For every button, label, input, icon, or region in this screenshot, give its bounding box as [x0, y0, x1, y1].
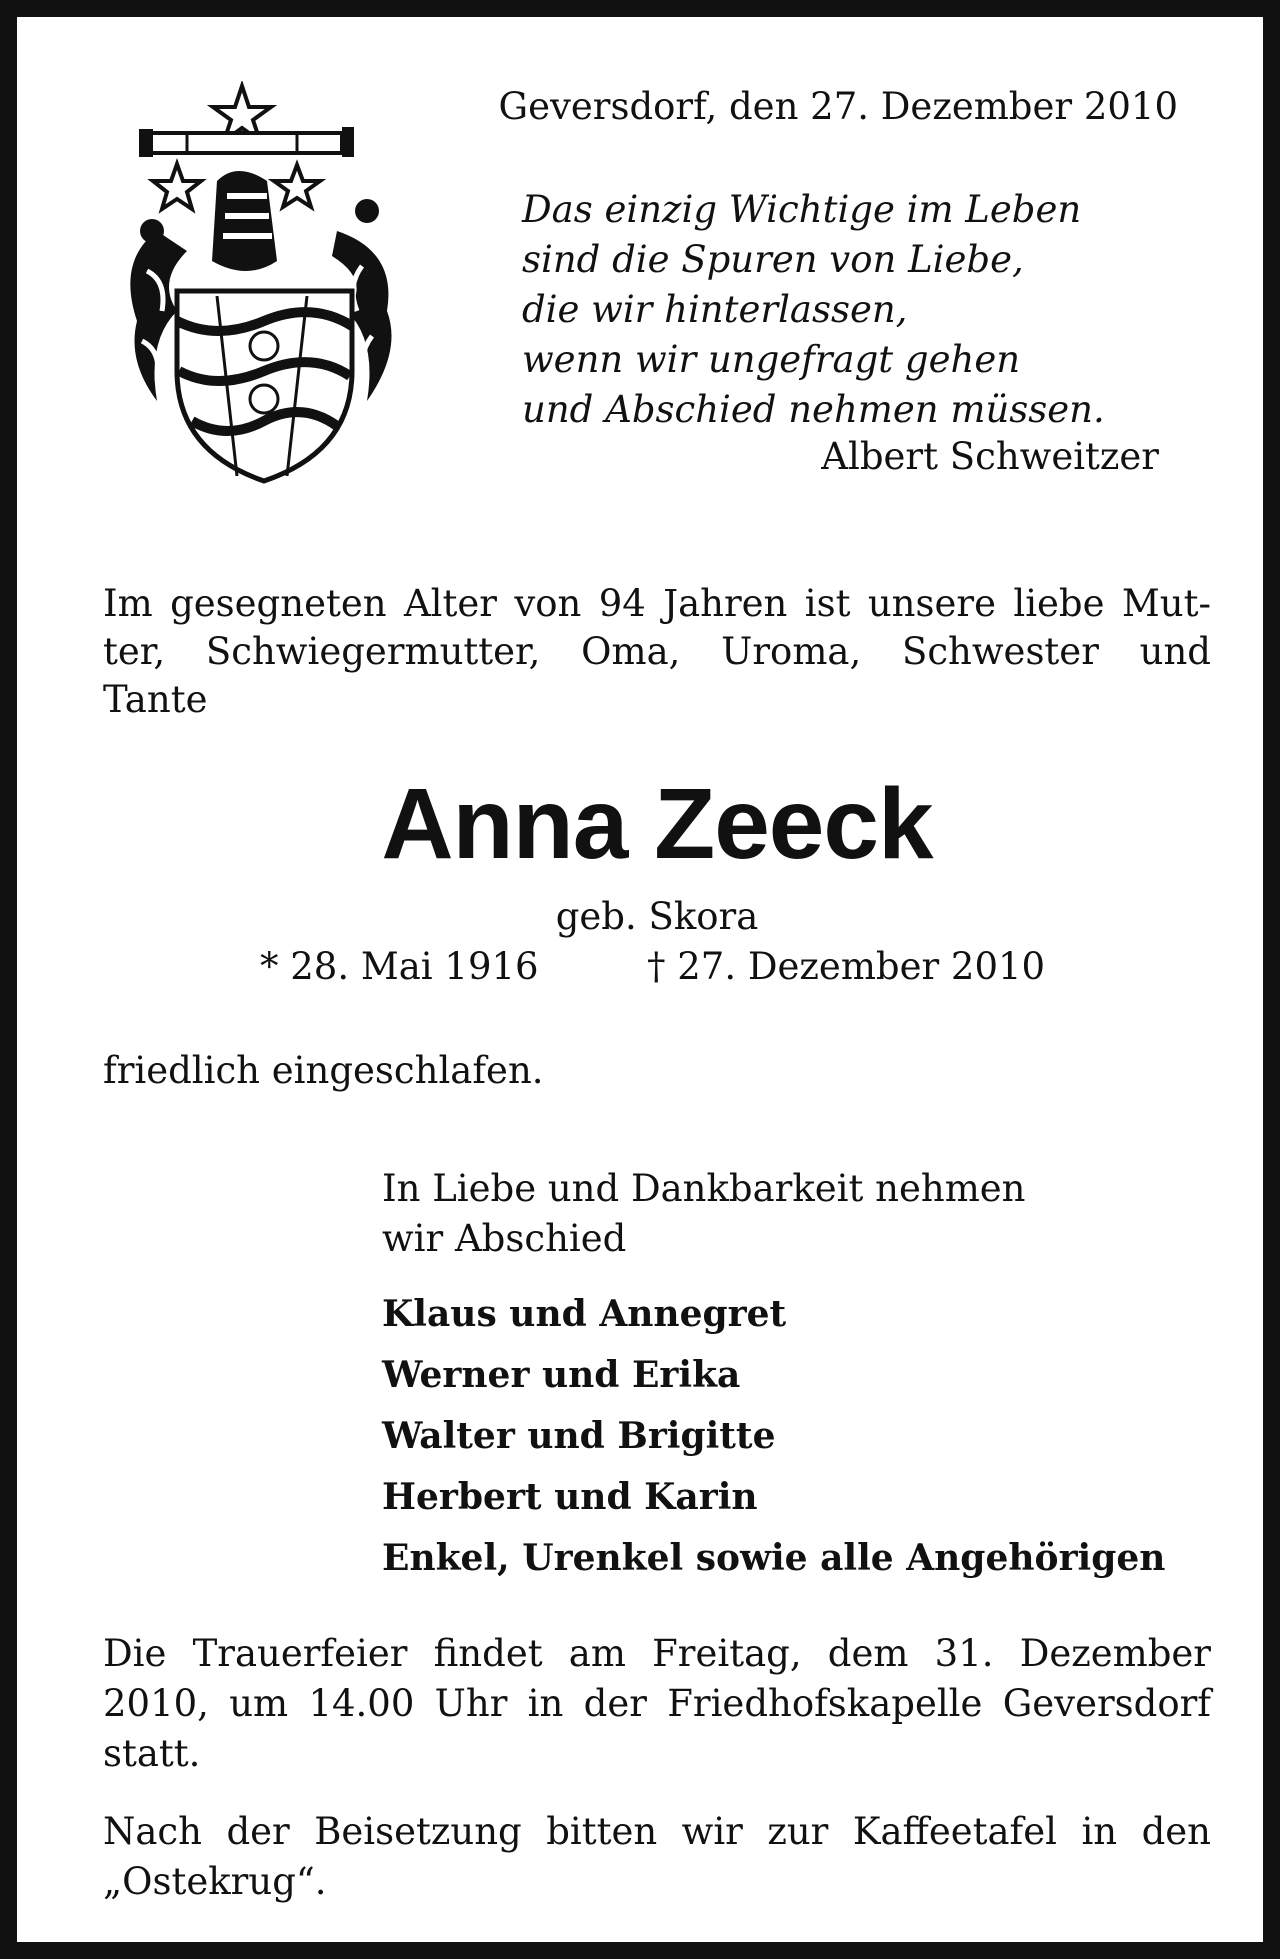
- intro-line: Tante: [103, 678, 208, 721]
- quote-line: die wir hinterlassen,: [522, 288, 908, 331]
- quote-author: Albert Schweitzer: [821, 435, 1159, 478]
- service-line: Die Trauerfeier findet am Freitag, dem 31. Dezember: [103, 1632, 1211, 1675]
- deceased-name: Anna Zeeck: [381, 768, 933, 880]
- quote-line: wenn wir ungefragt gehen: [522, 338, 1021, 381]
- quote-line: und Abschied nehmen müssen.: [522, 388, 1105, 431]
- intro-text: [103, 580, 1211, 724]
- death-date: † 27. Dezember 2010: [647, 945, 1046, 988]
- reception-line: Nach der Beisetzung bitten wir zur Kaffeetafel in den: [103, 1810, 1211, 1853]
- quote-line: Das einzig Wichtige im Leben: [522, 188, 1082, 231]
- mourner: Enkel, Urenkel sowie alle Angehörigen: [382, 1537, 1166, 1579]
- service-line: 2010, um 14.00 Uhr in der Friedhofskapelle Geversdorf: [103, 1682, 1211, 1725]
- mourner: Klaus und Annegret: [382, 1293, 787, 1335]
- intro-line: ter, Schwiegermutter, Oma, Uroma, Schwester und: [103, 630, 1211, 673]
- mourner: Walter und Brigitte: [382, 1415, 776, 1457]
- maiden-name: geb. Skora: [555, 895, 759, 938]
- birth-date: * 28. Mai 1916: [260, 945, 539, 988]
- mourners-list: [382, 1284, 1165, 1589]
- farewell-text: [382, 1164, 1026, 1264]
- service-info: [103, 1629, 1211, 1779]
- mourner: Herbert und Karin: [382, 1476, 758, 1518]
- closing-text: friedlich eingeschlafen.: [103, 1049, 544, 1092]
- coat-of-arms-icon: [117, 81, 407, 493]
- service-line: statt.: [103, 1732, 201, 1775]
- mourner: Werner und Erika: [382, 1354, 741, 1396]
- intro-line: Im gesegneten Alter von 94 Jahren ist unsere liebe Mut-: [103, 582, 1211, 625]
- quote: [522, 185, 1105, 435]
- farewell-line: wir Abschied: [382, 1217, 627, 1260]
- dateline: Geversdorf, den 27. Dezember 2010: [498, 85, 1178, 128]
- quote-line: sind die Spuren von Liebe,: [522, 238, 1024, 281]
- reception-info: [103, 1807, 1211, 1907]
- farewell-line: In Liebe und Dankbarkeit nehmen: [382, 1167, 1026, 1210]
- reception-line: „Ostekrug“.: [103, 1860, 327, 1903]
